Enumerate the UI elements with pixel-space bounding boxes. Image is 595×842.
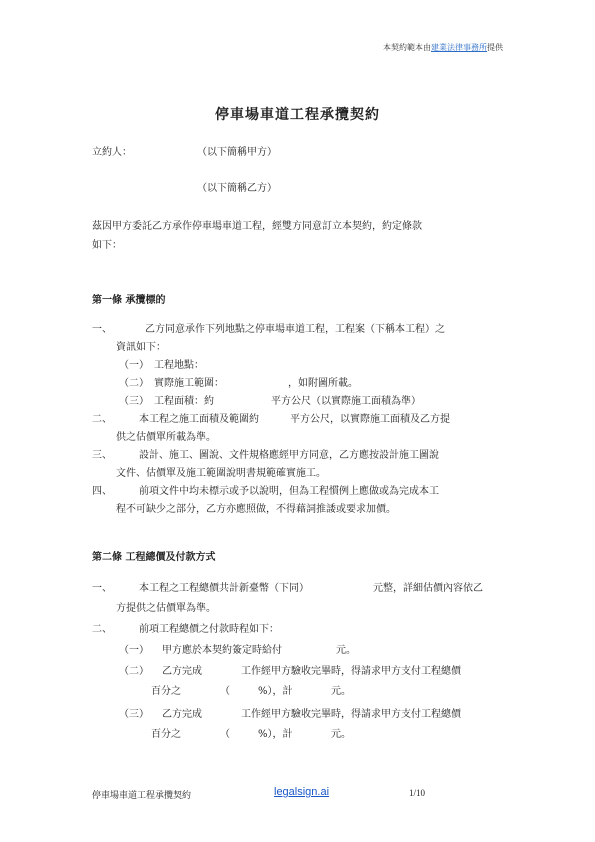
signatory-label: 立約人： [92, 147, 132, 158]
page-header [383, 42, 503, 53]
a2-sub-2-number: （二） [119, 666, 149, 677]
header-suffix: 提供 [487, 43, 503, 52]
a2-sub-1-number: （一） [119, 645, 149, 656]
a2-sub-2-e: %），計 [258, 686, 293, 697]
a1-sub-3-b: 平方公尺（以實際施工面積為準） [271, 396, 421, 407]
a1-item-4-line-2: 程不可缺少之部分，乙方亦應照做，不得藉詞推諉或要求加價。 [116, 504, 396, 515]
a2-sub-2-a: 乙方完成 [162, 666, 202, 677]
a2-sub-3-d: （ [220, 729, 230, 740]
document-title: 停車場車道工程承攬契約 [215, 107, 380, 123]
a2-sub-3-e: %），計 [258, 729, 293, 740]
a1-item-2-line-2: 供之估價單所載為準。 [116, 432, 216, 443]
footer-page-number: 1/10 [409, 788, 426, 798]
a2-sub-2-f: 元。 [331, 686, 351, 697]
a2-item-2-number: 二、 [92, 624, 112, 635]
a2-sub-3-f: 元。 [331, 729, 351, 740]
a2-sub-1-a: 甲方應於本契約簽定時給付 [162, 645, 282, 656]
a2-sub-2-c: 百分之 [151, 686, 181, 697]
a1-sub-2-a: （二） 實際施工範圍： [119, 378, 224, 389]
a1-item-2-b: 平方公尺，以實際施工面積及乙方提 [290, 414, 450, 425]
party-a-label: （以下簡稱甲方） [197, 147, 277, 158]
a1-item-1-number: 一、 [92, 324, 112, 335]
a1-item-4-number: 四、 [92, 486, 112, 497]
a2-item-2-line-1: 前項工程總價之付款時程如下： [139, 624, 279, 635]
article-2-heading: 第二條 工程總價及付款方式 [92, 552, 216, 563]
party-b-label: （以下簡稱乙方） [197, 183, 277, 194]
header-prefix: 本契約範本由 [383, 43, 431, 52]
a1-item-3-line-1: 設計、施工、圖說、文件規格應經甲方同意，乙方應按設計施工圖說 [139, 450, 439, 461]
a1-item-4-line-1: 前項文件中均未標示或予以說明，但為工程慣例上應做或為完成本工 [139, 486, 439, 497]
a1-sub-1: （一） 工程地點： [119, 360, 204, 371]
a2-item-1-line-2: 方提供之估價單為準。 [116, 603, 216, 614]
a1-sub-3-a: （三） 工程面積：約 [119, 396, 214, 407]
preamble-line-1: 茲因甲方委託乙方承作停車場車道工程，經雙方同意訂立本契約，約定條款 [92, 221, 422, 232]
a2-sub-3-number: （三） [119, 709, 149, 720]
article-1-heading: 第一條 承攬標的 [92, 295, 166, 306]
preamble-line-2: 如下： [92, 240, 122, 251]
a1-item-3-line-2: 文件、估價單及施工範圍說明書規範確實施工。 [116, 468, 326, 479]
a1-item-2-a: 本工程之施工面積及範圍約 [139, 414, 259, 425]
a2-item-1-b: 元整，詳細估價內容依乙 [373, 583, 483, 594]
a1-item-1-line-1: 乙方同意承作下列地點之停車場車道工程，工程案（下稱本工程）之 [145, 324, 445, 335]
a2-sub-2-d: （ [220, 686, 230, 697]
a2-item-1-a: 本工程之工程總價共計新臺幣（下同） [139, 583, 309, 594]
footer-site-link[interactable]: legalsign.ai [274, 786, 330, 798]
a1-item-3-number: 三、 [92, 450, 112, 461]
a2-sub-2-b: 工作經甲方驗收完畢時，得請求甲方支付工程總價 [241, 666, 461, 677]
a2-sub-3-a: 乙方完成 [162, 709, 202, 720]
a1-sub-2-b: ，如附圖所載。 [288, 378, 358, 389]
a1-item-1-line-2: 資訊如下： [116, 342, 166, 353]
a1-item-2-number: 二、 [92, 414, 112, 425]
footer-document-title: 停車場車道工程承攬契約 [92, 791, 192, 801]
law-firm-link[interactable]: 建業法律事務所 [431, 43, 487, 52]
a2-sub-3-b: 工作經甲方驗收完畢時，得請求甲方支付工程總價 [241, 709, 461, 720]
a2-sub-3-c: 百分之 [151, 729, 181, 740]
a2-sub-1-b: 元。 [336, 645, 356, 656]
a2-item-1-number: 一、 [92, 583, 112, 594]
